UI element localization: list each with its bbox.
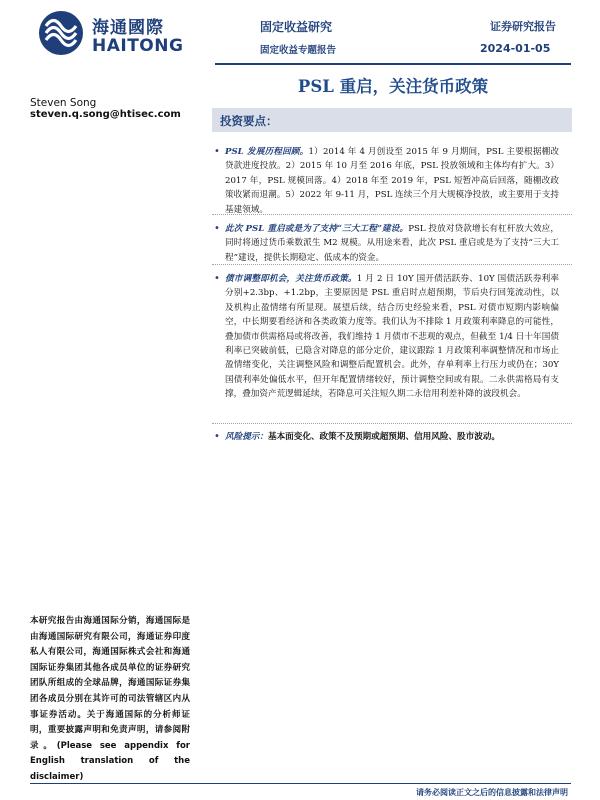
- key-point-text: PSL 投放对贷款增长有杠杆放大效应，同时将通过货币乘数派生 M2 规模。从用途来看，此次 PSL 重启或是为了支持“三大工程”建设，提供长期稳定、低成本的资金。: [225, 224, 559, 263]
- haitong-logo-icon: [38, 10, 84, 56]
- bullet-icon: •: [214, 431, 220, 442]
- key-point-highlight: 此次 PSL 重启或是为了支持“三大工程”建设。: [225, 224, 409, 234]
- key-point-highlight: 债市调整即机会，关注货币政策。: [225, 274, 357, 284]
- report-date: 2024-01-05: [480, 42, 551, 55]
- logo-english-text: HAITONG: [92, 36, 184, 56]
- report-subcategory: 固定收益专题报告: [260, 45, 337, 56]
- disclaimer-chinese: 本研究报告由海通国际分销，海通国际是由海通国际研究有限公司，海通证券印度私人有限公司，海通国际株式会社和海通国际证券集团其他各成员单位的证券研究团队所组成的全球品牌，海通国际证券集团各成员分别在其许可的司法管辖区内从事证券活动。关于海通国际的分析师证明，重要披露声明和免责声明，请参阅附录。: [30, 616, 190, 751]
- key-point-highlight: 风险提示：: [225, 432, 268, 442]
- logo-chinese-text: 海通國際: [92, 18, 164, 38]
- key-point-text: 1 月 2 日 10Y 国开债活跃券、10Y 国债活跃券利率分别+2.3bp、+1.2bp，主要原因是 PSL 重启时点超预期，节后央行回笼流动性，以及机构止盈情绪有所显现。展望后续，结合历史经验来看，PSL 对债市短期内影响偏空，中长期要看经济和各类政策力度等。我们认为不排除 1 月政策利率降息的可能性，叠加债市供需格局或将改善，我们维持 1 月债市不悲观的观点，但截至 1/4 日十年国债利率已突破前低，已隐含对降息的部分定价，建议跟踪 1 月政策利率调整情况和市场止盈情绪变化，关注调整风险和调整后配置机会。此外，存单利率上行压力或仍在；30Y 国债利率处偏低水平，但开年配置情绪较好，预计调整空间或有限。二永供需格局有支撑，叠加资产荒逻辑延续，若降息可关注短久期二永信用利差补降的波段机会。: [225, 274, 559, 400]
- footer-notice: 请务必阅读正文之后的信息披露和法律声明: [416, 787, 568, 797]
- bullet-icon: •: [214, 223, 220, 234]
- disclaimer: [30, 614, 190, 786]
- bullet-icon: •: [214, 146, 220, 157]
- key-point-text: 1）2014 年 4 月创设至 2015 年 9 月期间，PSL 主要根据棚改贷款进度投放。2）2015 年 10 月至 2016 年底，PSL 投放领域和主体均有扩大。3）2017 年，PSL 规模回落。4）2018 年至 2019 年，PSL 短暂冲高后回落，随棚改政策收紧而退潮。5）2022 年 9-11 月，PSL 连续三个月大规模净投放，或主要用于支持基建领域。: [225, 147, 560, 215]
- divider: [212, 423, 572, 424]
- bullet-icon: •: [214, 273, 220, 284]
- key-point-item: [214, 430, 559, 444]
- key-point-item: [214, 145, 559, 217]
- author-name: Steven Song: [30, 97, 97, 109]
- key-point-item: [214, 222, 559, 265]
- key-points-heading: 投资要点：: [220, 114, 278, 128]
- page-title: PSL 重启，关注货币政策: [297, 77, 489, 96]
- key-point-highlight: PSL 发展历程回顾。: [225, 147, 309, 157]
- divider: [212, 264, 572, 265]
- key-point-text: 基本面变化、政策不及预期或超预期、信用风险、股市波动。: [267, 432, 501, 442]
- report-category: 固定收益研究: [260, 20, 333, 34]
- report-type: 证券研究报告: [490, 20, 556, 33]
- header-divider: [215, 63, 571, 65]
- footer-divider: [30, 783, 571, 784]
- author-email[interactable]: steven.q.song@htisec.com: [30, 109, 181, 120]
- key-point-item: [214, 272, 559, 402]
- divider: [212, 214, 572, 215]
- disclaimer-english-link[interactable]: (Please see appendix for English translation of the disclaimer): [30, 740, 190, 782]
